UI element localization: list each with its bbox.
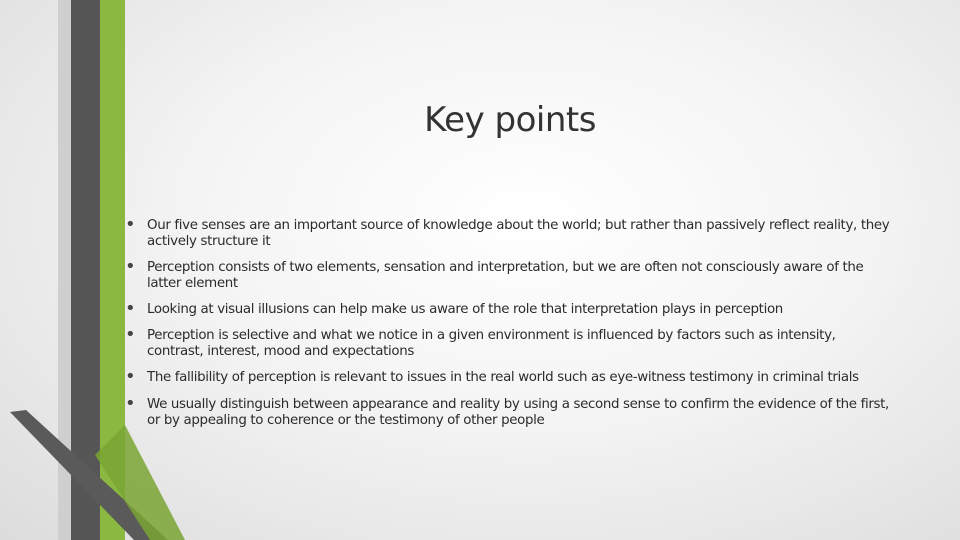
bullet-item	[125, 324, 890, 360]
bullet-item	[125, 298, 890, 319]
bullet-dot-icon: •	[125, 324, 136, 345]
bullet-text: Our five senses are an important source of knowledge about the world; but rather than passively reflect reality, they actively structure it	[147, 218, 890, 249]
bullet-dot-icon: •	[125, 256, 136, 277]
bullet-list	[125, 214, 890, 429]
bullet-dot-icon: •	[125, 214, 136, 235]
bullet-text: We usually distinguish between appearance and reality by using a second sense to confirm the evidence of the first, or by appealing to coherence or the testimony of other people	[147, 397, 889, 428]
bullet-item	[125, 366, 890, 387]
bullet-text: Perception is selective and what we notice in a given environment is influenced by factors such as intensity, contrast, interest, mood and expectations	[147, 328, 836, 359]
bullet-item	[125, 214, 890, 250]
bullet-dot-icon: •	[125, 393, 136, 414]
bullet-dot-icon: •	[125, 298, 136, 319]
bullet-text: Perception consists of two elements, sensation and interpretation, but we are often not consciously aware of the latter element	[147, 260, 864, 291]
bullet-item	[125, 393, 890, 429]
bullet-dot-icon: •	[125, 366, 136, 387]
bullet-text: The fallibility of perception is relevant to issues in the real world such as eye-witness testimony in criminal trials	[147, 370, 859, 385]
slide-title: Key points	[424, 100, 596, 140]
bullet-text: Looking at visual illusions can help make us aware of the role that interpretation plays in perception	[147, 302, 783, 317]
bullet-item	[125, 256, 890, 292]
